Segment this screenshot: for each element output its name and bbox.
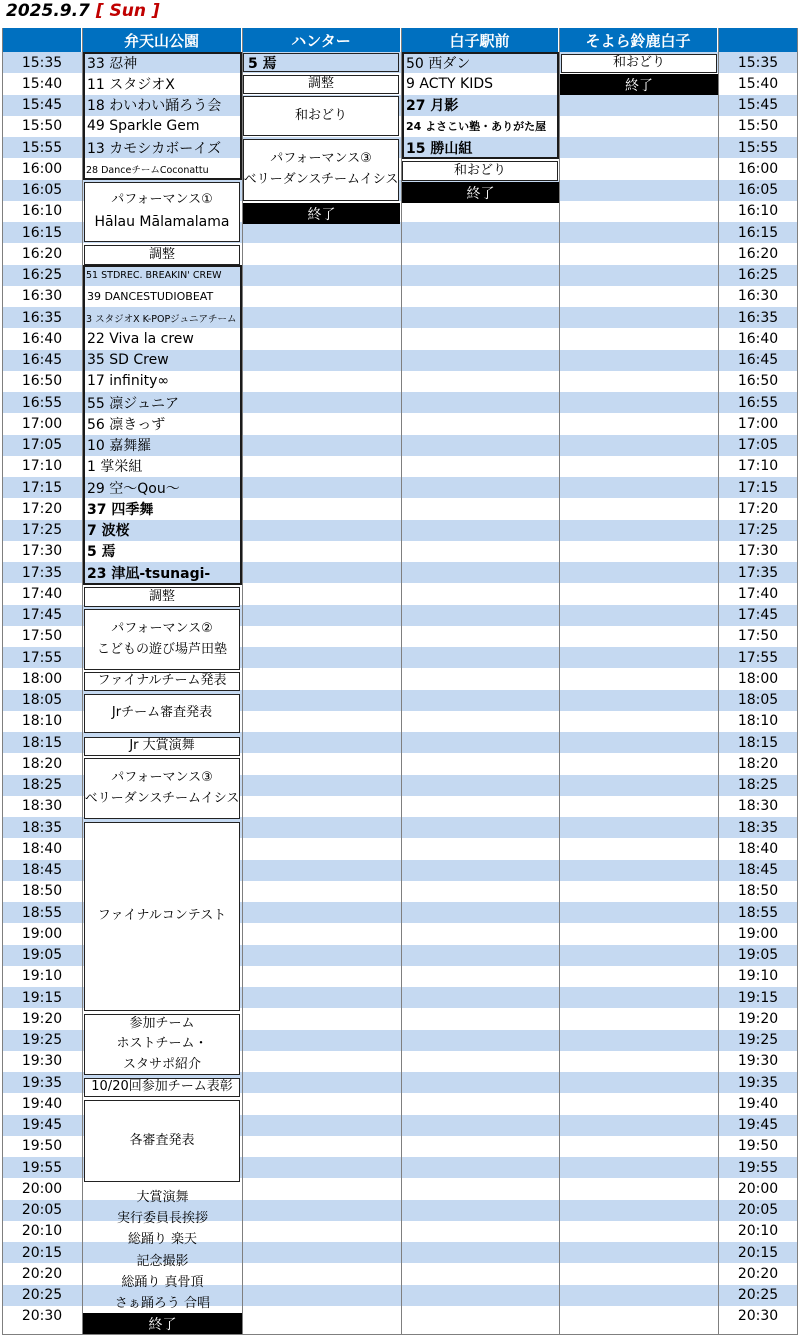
time-label-right: 15:45 bbox=[737, 97, 779, 114]
time-label-right: 17:15 bbox=[737, 479, 779, 496]
commemorative-photo: 記念撮影 bbox=[136, 1254, 189, 1269]
time-label-left: 17:45 bbox=[21, 607, 63, 624]
time-label-right: 15:50 bbox=[737, 118, 779, 135]
time-label-right: 18:10 bbox=[737, 713, 779, 730]
time-label-left: 15:45 bbox=[21, 97, 63, 114]
time-label-left: 17:20 bbox=[21, 500, 63, 517]
intro-line-2: ホストチーム・ bbox=[116, 1036, 208, 1052]
date-text: 2025.9.7 bbox=[6, 1, 90, 21]
benten-team-slot: 10 嘉舞羅 bbox=[87, 438, 152, 455]
time-label-right: 18:40 bbox=[737, 840, 779, 857]
benten-team-slot: 49 Sparkle Gem bbox=[87, 118, 200, 135]
benten-team-slot: 55 凛ジュニア bbox=[87, 395, 179, 412]
time-label-left: 16:50 bbox=[21, 373, 63, 390]
shiroko-team-slot: 15 勝山組 bbox=[406, 140, 473, 157]
time-label-right: 18:20 bbox=[737, 755, 779, 772]
col-header-sora-suzuka: そよら鈴鹿白子 bbox=[559, 28, 718, 52]
time-label-left: 17:10 bbox=[21, 458, 63, 475]
time-label-right: 16:35 bbox=[737, 309, 779, 326]
time-label-right: 16:45 bbox=[737, 352, 779, 369]
time-label-left: 20:05 bbox=[21, 1202, 63, 1219]
judging-results: 各審査発表 bbox=[84, 1100, 240, 1182]
performance-1-title: パフォーマンス① bbox=[111, 192, 213, 208]
time-label-left: 19:45 bbox=[21, 1117, 63, 1134]
benten-performance-3 bbox=[84, 758, 240, 819]
time-label-right: 20:30 bbox=[737, 1308, 779, 1325]
time-label-right: 17:55 bbox=[737, 649, 779, 666]
timetable-grid bbox=[2, 28, 798, 1335]
sora-end: 終了 bbox=[560, 74, 718, 95]
col-header-shiroko-station: 白子駅前 bbox=[401, 28, 559, 52]
time-label-left: 17:50 bbox=[21, 628, 63, 645]
time-label-left: 15:50 bbox=[21, 118, 63, 135]
benten-team-slot: 22 Viva la crew bbox=[87, 330, 194, 347]
time-label-right: 20:25 bbox=[737, 1287, 779, 1304]
time-label-right: 17:20 bbox=[737, 500, 779, 517]
so-odori-rakuten: 総踊り 楽天 bbox=[127, 1232, 198, 1247]
time-label-left: 20:30 bbox=[21, 1308, 63, 1325]
benten-team-slot: 7 波桜 bbox=[87, 523, 130, 540]
time-label-right: 17:00 bbox=[737, 415, 779, 432]
benten-team-slot: 23 津凪-tsunagi- bbox=[87, 565, 211, 582]
grid-line bbox=[559, 28, 560, 1335]
time-label-left: 18:30 bbox=[21, 798, 63, 815]
grand-prize-dance: 大賞演舞 bbox=[136, 1190, 189, 1205]
time-label-right: 15:35 bbox=[737, 54, 779, 71]
time-label-left: 18:45 bbox=[21, 862, 63, 879]
time-label-left: 20:15 bbox=[21, 1244, 63, 1261]
time-label-right: 18:35 bbox=[737, 819, 779, 836]
benten-team-slot: 51 STDREC. BREAKIN' CREW bbox=[86, 269, 222, 281]
time-label-right: 17:30 bbox=[737, 543, 779, 560]
time-label-left: 19:15 bbox=[21, 989, 63, 1006]
benten-end: 終了 bbox=[83, 1313, 242, 1334]
time-label-right: 16:15 bbox=[737, 224, 779, 241]
time-label-right: 19:55 bbox=[737, 1159, 779, 1176]
hunter-performance-3-team: ベリーダンスチームイシス bbox=[243, 172, 399, 187]
intro-line-1: 参加チーム bbox=[129, 1016, 195, 1032]
performance-2-title: パフォーマンス② bbox=[111, 620, 213, 636]
jr-judging-announcement: Jrチーム審査発表 bbox=[84, 694, 240, 733]
time-label-left: 15:35 bbox=[21, 54, 63, 71]
time-label-right: 19:00 bbox=[737, 925, 779, 942]
shiroko-end: 終了 bbox=[402, 182, 559, 203]
time-label-right: 18:55 bbox=[737, 904, 779, 921]
time-label-left: 20:00 bbox=[21, 1180, 63, 1197]
col-header-benten: 弁天山公園 bbox=[82, 28, 242, 52]
time-label-left: 19:05 bbox=[21, 947, 63, 964]
time-label-left: 17:35 bbox=[21, 564, 63, 581]
final-contest: ファイナルコンテスト bbox=[84, 822, 240, 1011]
time-label-right: 18:30 bbox=[737, 798, 779, 815]
time-label-right: 20:20 bbox=[737, 1265, 779, 1282]
time-label-right: 19:35 bbox=[737, 1074, 779, 1091]
time-label-right: 15:55 bbox=[737, 139, 779, 156]
time-label-right: 16:50 bbox=[737, 373, 779, 390]
time-label-left: 18:15 bbox=[21, 734, 63, 751]
final-team-announcement: ファイナルチーム発表 bbox=[84, 672, 240, 691]
chair-speech: 実行委員長挨拶 bbox=[116, 1211, 208, 1226]
intro-line-3: スタサポ紹介 bbox=[122, 1056, 201, 1072]
time-label-left: 19:10 bbox=[21, 968, 63, 985]
time-label-left: 18:50 bbox=[21, 883, 63, 900]
time-label-left: 17:15 bbox=[21, 479, 63, 496]
day-of-week: Sun bbox=[109, 1, 146, 21]
team-introduction bbox=[84, 1014, 240, 1075]
hunter-adjust: 調整 bbox=[243, 75, 399, 94]
time-label-left: 16:05 bbox=[21, 182, 63, 199]
benten-team-slot: 1 掌栄組 bbox=[87, 459, 143, 476]
time-label-left: 18:10 bbox=[21, 713, 63, 730]
time-label-right: 19:45 bbox=[737, 1117, 779, 1134]
time-label-left: 18:05 bbox=[21, 692, 63, 709]
saa-odoro-chorus: さぁ踊ろう 合唱 bbox=[114, 1296, 211, 1311]
benten-team-slot: 37 四季舞 bbox=[87, 501, 154, 518]
time-label-right: 17:05 bbox=[737, 437, 779, 454]
time-label-left: 16:25 bbox=[21, 267, 63, 284]
hunter-wa-odori: 和おどり bbox=[243, 96, 399, 136]
benten-team-slot: 28 DanceチームCoconattu bbox=[86, 164, 209, 176]
time-label-right: 20:15 bbox=[737, 1244, 779, 1261]
time-label-left: 16:00 bbox=[21, 160, 63, 177]
benten-team-slot: 17 infinity∞ bbox=[87, 373, 170, 390]
benten-team-slot: 33 忍神 bbox=[87, 55, 138, 72]
time-label-right: 19:50 bbox=[737, 1138, 779, 1155]
time-label-right: 15:40 bbox=[737, 75, 779, 92]
time-label-left: 19:40 bbox=[21, 1095, 63, 1112]
shiroko-team-slot: 27 月影 bbox=[406, 98, 459, 115]
shiroko-team-slot: 9 ACTY KIDS bbox=[406, 75, 493, 92]
time-label-right: 19:30 bbox=[737, 1053, 779, 1070]
date-title bbox=[6, 1, 160, 21]
benten-team-slot: 39 DANCESTUDIOBEAT bbox=[87, 289, 214, 303]
shiroko-wa-odori: 和おどり bbox=[402, 161, 558, 181]
benten-team-slot: 29 空～Qou～ bbox=[87, 480, 180, 497]
so-odori-shinkocho: 総踊り 真骨頂 bbox=[121, 1275, 204, 1290]
time-label-right: 16:10 bbox=[737, 203, 779, 220]
shiroko-team-slot: 50 西ダン bbox=[406, 55, 471, 72]
grid-line bbox=[82, 28, 83, 1335]
time-label-left: 17:00 bbox=[21, 415, 63, 432]
time-label-right: 19:20 bbox=[737, 1010, 779, 1027]
time-label-right: 18:00 bbox=[737, 670, 779, 687]
time-label-right: 16:30 bbox=[737, 288, 779, 305]
time-label-right: 20:05 bbox=[737, 1202, 779, 1219]
time-label-right: 17:25 bbox=[737, 522, 779, 539]
time-label-right: 17:45 bbox=[737, 607, 779, 624]
benten-adjust-1: 調整 bbox=[84, 245, 240, 265]
benten-team-slot: 5 焉 bbox=[87, 544, 116, 561]
time-label-right: 16:20 bbox=[737, 245, 779, 262]
time-label-right: 17:10 bbox=[737, 458, 779, 475]
time-label-left: 18:25 bbox=[21, 777, 63, 794]
time-label-right: 16:55 bbox=[737, 394, 779, 411]
award-10-20-teams: 10/20回参加チーム表彰 bbox=[84, 1078, 240, 1097]
time-label-right: 18:45 bbox=[737, 862, 779, 879]
time-label-left: 20:10 bbox=[21, 1223, 63, 1240]
time-label-left: 17:40 bbox=[21, 585, 63, 602]
time-label-left: 18:20 bbox=[21, 755, 63, 772]
time-label-right: 19:10 bbox=[737, 968, 779, 985]
time-label-left: 19:00 bbox=[21, 925, 63, 942]
time-label-left: 16:35 bbox=[21, 309, 63, 326]
bracket-close: ] bbox=[151, 1, 160, 21]
time-label-right: 16:40 bbox=[737, 330, 779, 347]
time-label-left: 16:10 bbox=[21, 203, 63, 220]
benten-team-slot: 18 わいわい踊ろう会 bbox=[87, 98, 222, 115]
time-label-left: 15:55 bbox=[21, 139, 63, 156]
grid-line bbox=[242, 28, 243, 1335]
time-label-left: 16:55 bbox=[21, 394, 63, 411]
time-label-left: 17:55 bbox=[21, 649, 63, 666]
time-label-right: 18:15 bbox=[737, 734, 779, 751]
hunter-performance-3-title: パフォーマンス③ bbox=[270, 151, 372, 167]
time-label-left: 18:55 bbox=[21, 904, 63, 921]
time-label-right: 19:40 bbox=[737, 1095, 779, 1112]
benten-team-slot: 56 凛きっず bbox=[87, 416, 166, 433]
sora-wa-odori: 和おどり bbox=[561, 54, 717, 73]
time-label-left: 20:20 bbox=[21, 1265, 63, 1282]
time-label-right: 18:05 bbox=[737, 692, 779, 709]
time-label-right: 20:00 bbox=[737, 1180, 779, 1197]
time-label-left: 17:25 bbox=[21, 522, 63, 539]
benten-team-slot: 3 スタジオX K-POPジュニアチーム bbox=[86, 313, 237, 325]
performance-3-team: ベリーダンスチームイシス bbox=[84, 790, 240, 806]
time-label-left: 16:20 bbox=[21, 245, 63, 262]
time-label-left: 15:40 bbox=[21, 75, 63, 92]
time-label-right: 18:25 bbox=[737, 777, 779, 794]
performance-3-title: パフォーマンス③ bbox=[111, 769, 213, 785]
hunter-performance-3 bbox=[243, 139, 399, 201]
performance-1-team: Hālau Mālamalama bbox=[94, 214, 230, 231]
time-label-right: 16:25 bbox=[737, 267, 779, 284]
time-label-right: 17:40 bbox=[737, 585, 779, 602]
benten-team-slot: 35 SD Crew bbox=[87, 352, 169, 369]
benten-team-slot: 11 スタジオX bbox=[87, 76, 175, 93]
time-label-left: 20:25 bbox=[21, 1287, 63, 1304]
time-label-left: 19:55 bbox=[21, 1159, 63, 1176]
col-header-time-left bbox=[2, 28, 82, 52]
time-label-right: 20:10 bbox=[737, 1223, 779, 1240]
grid-bottom-line bbox=[2, 1334, 798, 1335]
time-label-right: 18:50 bbox=[737, 883, 779, 900]
benten-team-slot: 13 カモシカボーイズ bbox=[87, 140, 222, 157]
time-label-left: 18:00 bbox=[21, 670, 63, 687]
benten-performance-2 bbox=[84, 609, 240, 670]
grid-line bbox=[401, 28, 402, 1335]
time-label-right: 16:00 bbox=[737, 160, 779, 177]
time-label-left: 17:05 bbox=[21, 437, 63, 454]
time-label-left: 19:30 bbox=[21, 1053, 63, 1070]
time-label-left: 16:45 bbox=[21, 352, 63, 369]
time-label-right: 16:05 bbox=[737, 182, 779, 199]
col-header-time-right bbox=[718, 28, 798, 52]
time-label-right: 17:35 bbox=[737, 564, 779, 581]
time-label-left: 18:40 bbox=[21, 840, 63, 857]
bracket-open: [ bbox=[95, 1, 104, 21]
time-label-left: 19:50 bbox=[21, 1138, 63, 1155]
time-label-left: 17:30 bbox=[21, 543, 63, 560]
hunter-slot-5-en: 5 焉 bbox=[243, 53, 399, 72]
time-label-right: 19:05 bbox=[737, 947, 779, 964]
schedule-header bbox=[0, 0, 800, 28]
shiroko-team-slot: 24 よさこい塾・ありがた屋 bbox=[406, 120, 547, 134]
time-label-right: 19:25 bbox=[737, 1032, 779, 1049]
performance-2-team: こどもの遊び場芦田塾 bbox=[96, 641, 227, 657]
time-label-left: 19:35 bbox=[21, 1074, 63, 1091]
time-label-right: 17:50 bbox=[737, 628, 779, 645]
benten-performance-1 bbox=[84, 182, 240, 242]
time-label-left: 19:20 bbox=[21, 1010, 63, 1027]
jr-grand-prize-dance: Jr 大賞演舞 bbox=[84, 737, 240, 756]
time-label-left: 18:35 bbox=[21, 819, 63, 836]
time-label-right: 19:15 bbox=[737, 989, 779, 1006]
time-label-left: 16:40 bbox=[21, 330, 63, 347]
benten-adjust-2: 調整 bbox=[84, 587, 240, 607]
time-label-left: 16:30 bbox=[21, 288, 63, 305]
time-label-left: 16:15 bbox=[21, 224, 63, 241]
hunter-end: 終了 bbox=[243, 203, 400, 224]
col-header-hunter: ハンター bbox=[242, 28, 401, 52]
time-label-left: 19:25 bbox=[21, 1032, 63, 1049]
